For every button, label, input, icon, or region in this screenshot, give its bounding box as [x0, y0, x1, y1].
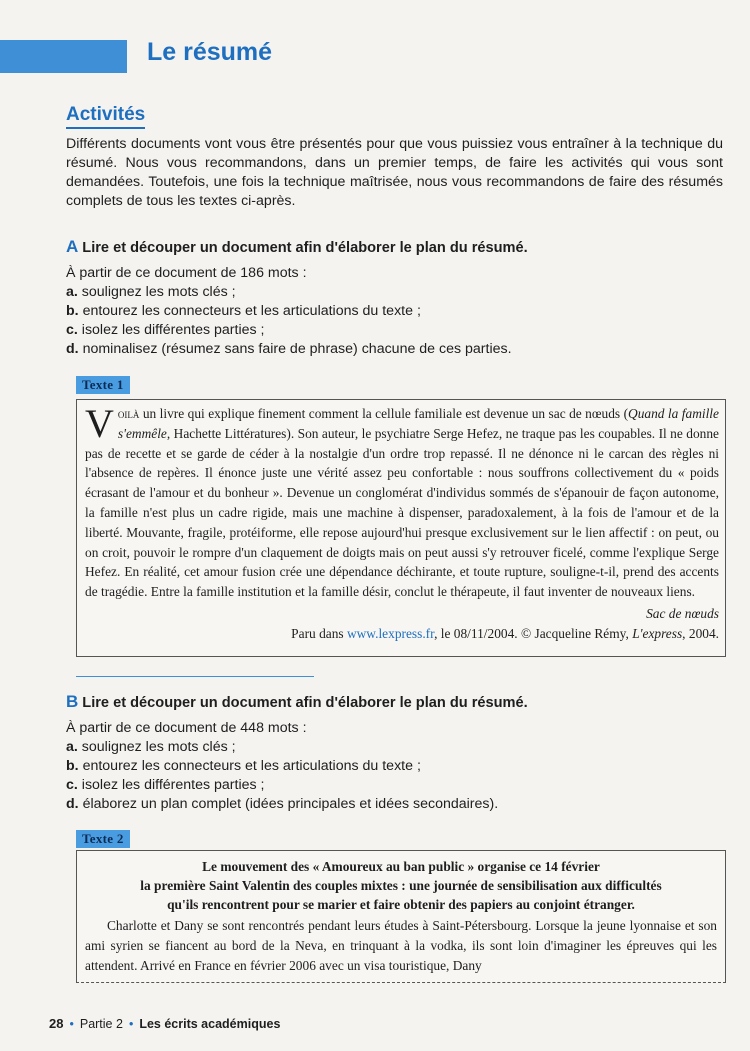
footer-section: Les écrits académiques	[139, 1017, 281, 1031]
footer-part: Partie 2	[79, 1017, 123, 1031]
texte-2-headline-3: qu'ils rencontrent pour se marier et faire obtenir des papiers au conjoint étranger.	[167, 897, 635, 912]
list-item: b. entourez les connecteurs et les articulations du texte ;	[66, 303, 421, 319]
activity-b-lead: À partir de ce document de 448 mots :	[66, 720, 307, 736]
list-item: c. isolez les différentes parties ;	[66, 322, 265, 338]
activity-a-letter: A	[66, 237, 79, 256]
list-item: a. soulignez les mots clés ;	[66, 739, 236, 755]
texte-1-source: Paru dans www.lexpress.fr, le 08/11/2004. © Jacqueline Rémy, L'express, 2004.	[291, 625, 719, 641]
texte-2-headline-1: Le mouvement des « Amoureux au ban public » organise ce 14 février	[202, 859, 600, 874]
list-item: a. soulignez les mots clés ;	[66, 284, 236, 300]
list-item: d. élaborez un plan complet (idées principales et idées secondaires).	[66, 796, 499, 812]
activity-a-lead: À partir de ce document de 186 mots :	[66, 265, 307, 281]
source-link[interactable]: www.lexpress.fr	[346, 625, 435, 641]
intro-paragraph: Différents documents vont vous être présentés pour que vous puissiez vous entraîner à la technique du résumé. Nous vous recommandons, dans un premier temps, de faire les activités qui vous sont demandées. Toutefois, une fois la technique maîtrisée, nous vous recommandons de faire des résumés complets de tous les textes ci-après.	[66, 136, 723, 209]
dropcap: V	[85, 401, 114, 446]
activity-a-heading	[66, 237, 528, 257]
activity-b-letter: B	[66, 692, 79, 711]
page-footer: 28 • Partie 2 • Les écrits académiques	[49, 1016, 281, 1031]
texte-1-tag: Texte 1	[76, 376, 130, 394]
texte-2-body: Charlotte et Dany se sont rencontrés pendant leurs études à Saint-Pétersbourg. Lorsque la jeune lyonnaise et son ami syrien se fiancent au bord de la Neva, en trinquant à la vodka, ils sont loin d'imaginer les épreuves qui les attendent. Arrivé en France en février 2006 avec un visa touristique, Dany	[85, 918, 717, 973]
page-title: Le résumé	[147, 38, 273, 66]
section-divider	[76, 676, 314, 677]
texte-1-body: Voilà un livre qui explique finement comment la cellule familiale est devenue un sac de nœuds (Quand la famille s'emmêle, Hachette Littératures). Son auteur, le psychiatre Serge Hefez, ne traque pas les coupables. Il ne donne pas de recette et se garde de céder à la nostalgie d'un ordre trop repassé. Il ne dénonce ni le carcan des règles ni l'absence de repères. Il énonce juste une vérité assez peu confortable : nous souffrons collectivement du « poids écrasant de l'amour et du bonheur ». Devenue un conglomérat d'individus sommés de s'épanouir de façon autonome, la famille n'est plus un cadre rigide, mais une machine à dispenser, paradoxalement, à la fois de l'amour et de la liberté. Mouvante, fragile, protéiforme, elle repose aujourd'hui presque exclusivement sur le lien affectif : on peut, ou on croit, pouvoir le rompre d'un claquement de doigts mais on peut aussi s'y retrouver ficelé, comme l'explique Serge Hefez. En réalité, cet amour fusion crée une dépendance déchirante, et toute rupture, souligne-t-il, prend des accents de tragédie. Entre la famille institution et la famille désir, conclut le thérapeute, il faut inventer de nouveaux liens.	[85, 401, 719, 600]
section-title: Activités	[66, 104, 145, 129]
texte-2-headline-2: la première Saint Valentin des couples mixtes : une journée de sensibilisation aux difficultés	[140, 878, 662, 893]
activity-b-title: Lire et découper un document afin d'élaborer le plan du résumé.	[82, 695, 528, 711]
activity-a-instructions	[66, 264, 726, 359]
texte-1-source-title: Sac de nœuds	[646, 605, 719, 621]
activity-b-heading	[66, 692, 528, 712]
list-item: c. isolez les différentes parties ;	[66, 777, 265, 793]
book-title: Quand la famille s'emmêle	[117, 406, 719, 441]
texte-2-tag: Texte 2	[76, 830, 130, 848]
page-number: 28	[49, 1016, 64, 1031]
activity-a-title: Lire et découper un document afin d'élaborer le plan du résumé.	[82, 240, 528, 256]
title-accent-bar	[0, 40, 127, 73]
list-item: d. nominalisez (résumez sans faire de phrase) chacune de ces parties.	[66, 341, 512, 357]
list-item: b. entourez les connecteurs et les articulations du texte ;	[66, 758, 421, 774]
texte-1-box	[76, 399, 726, 657]
activity-b-instructions	[66, 719, 726, 814]
texte-2-box	[76, 850, 726, 983]
